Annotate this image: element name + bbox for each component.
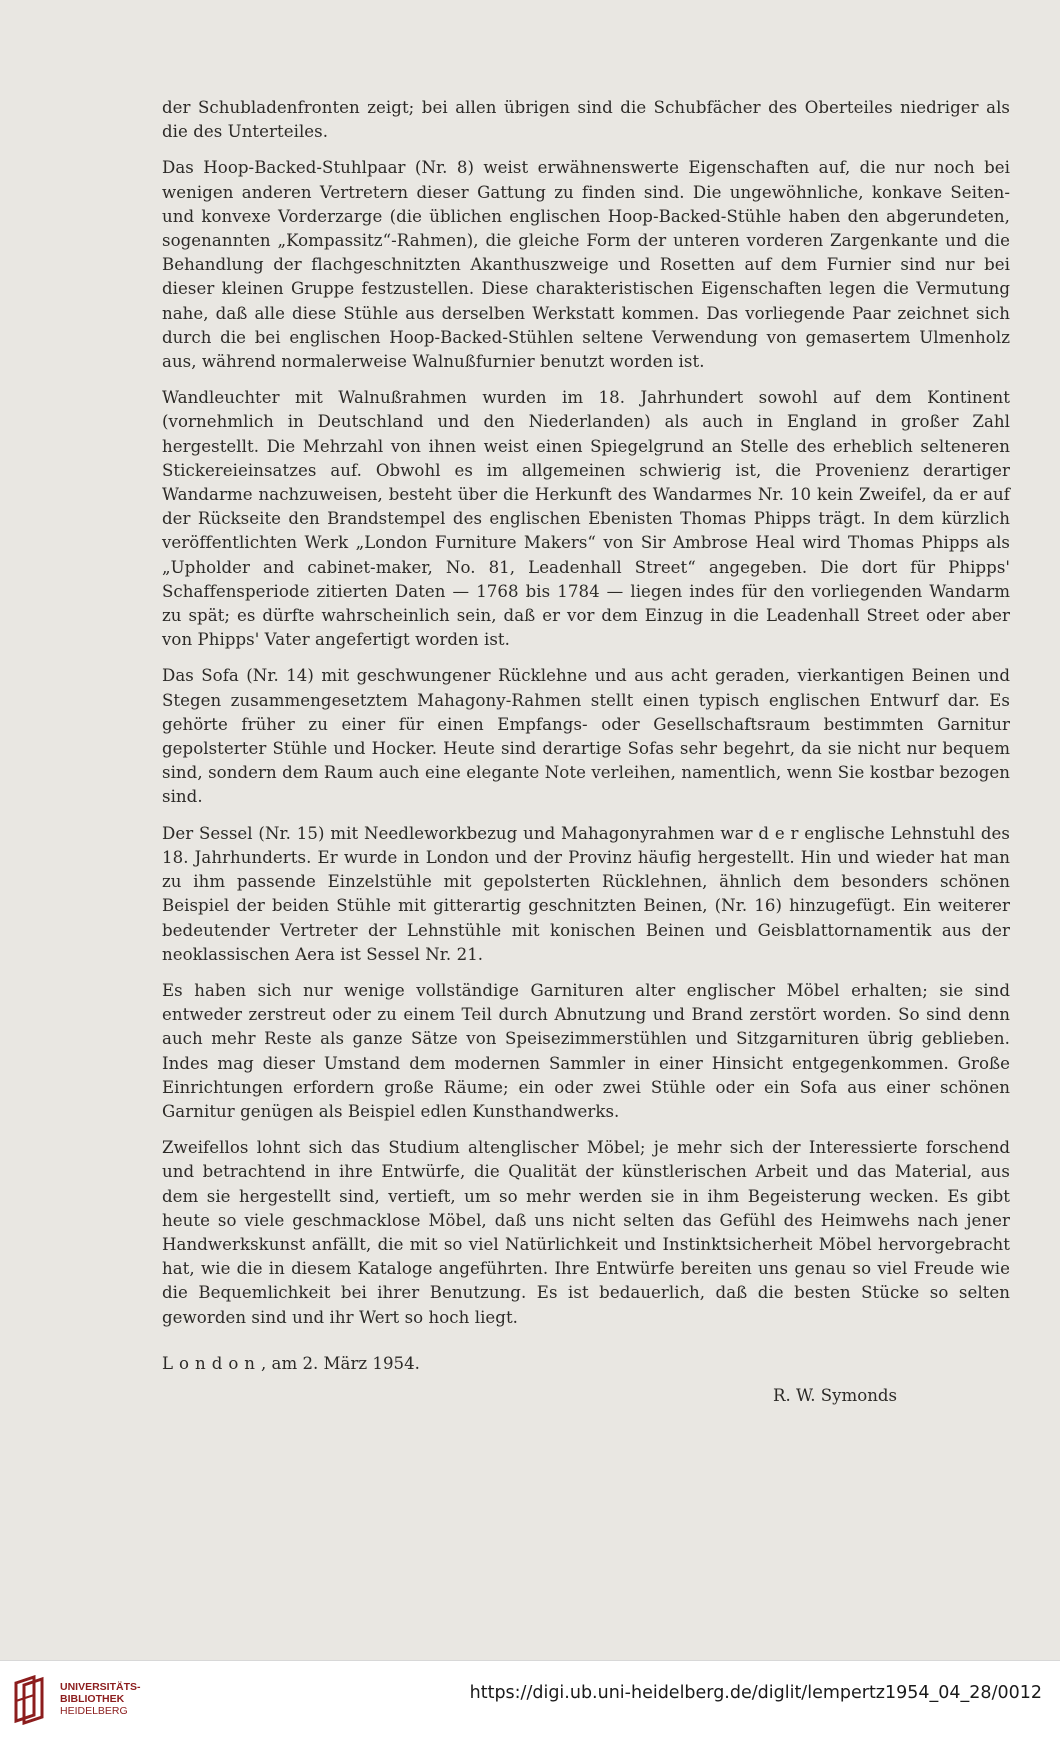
- paragraph-3: Wandleuchter mit Walnußrahmen wurden im 18. Jahrhundert sowohl auf dem Kontinent (vornehmlich in Deutschland und den Niederlanden) als auch in England in großer Zahl hergestellt. Die Mehrzahl von ihnen weist einen Spiegelgrund an Stelle des erheblich selteneren Stickereieinsatzes auf. Obwohl es im allgemeinen schwierig ist, die Provenienz derartiger Wandarme nachzuweisen, besteht über die Herkunft des Wandarmes Nr. 10 kein Zweifel, da er auf der Rückseite den Brandstempel des englischen Ebenisten Thomas Phipps trägt. In dem kürzlich veröffentlichten Werk „London Furniture Makers“ von Sir Ambrose Heal wird Thomas Phipps als „Upholder and cabinet-maker, No. 81, Leadenhall Street“ angegeben. Die dort für Phipps' Schaffensperiode zitierten Daten — 1768 bis 1784 — liegen indes für den vorliegenden Wandarm zu spät; es dürfte wahrscheinlich sein, daß er vor dem Einzug in die Leadenhall Street oder aber von Phipps' Vater angefertigt worden ist.: [162, 388, 1010, 650]
- logo-line-3: HEIDELBERG: [60, 1705, 128, 1717]
- dateline-date: , am 2. März 1954.: [261, 1354, 420, 1373]
- paragraph-5: Der Sessel (Nr. 15) mit Needleworkbezug und Mahagonyrahmen war d e r englische Lehnstuhl des 18. Jahrhunderts. Er wurde in London und der Provinz häufig hergestellt. Hin und wieder hat man zu ihm passende Einzelstühle mit gepolsterten Rücklehnen, ähnlich dem besonders schönen Beispiel der beiden Stühle mit gitterartig geschnitzten Beinen, (Nr. 16) hinzugefügt. Ein weiterer bedeutender Vertreter der Lehnstühle mit konischen Beinen und Geisblattornamentik aus der neoklassischen Aera ist Sessel Nr. 21.: [162, 823, 1010, 964]
- paragraph-4: Das Sofa (Nr. 14) mit geschwungener Rücklehne und aus acht geraden, vierkantigen Beinen und Stegen zusammengesetztem Mahagony-Rahmen stellt einen typisch englischen Entwurf dar. Es gehörte früher zu einer für einen Empfangs- oder Gesellschaftsraum bestimmten Garnitur gepolsterter Stühle und Hocker. Heute sind derartige Sofas sehr begehrt, da sie nicht nur bequem sind, sondern dem Raum auch eine elegante Note verleihen, namentlich, wenn Sie kostbar bezogen sind.: [162, 666, 1010, 807]
- dateline: [162, 1352, 420, 1376]
- library-logo-text: [60, 1681, 141, 1717]
- paragraph-2: Das Hoop-Backed-Stuhlpaar (Nr. 8) weist erwähnenswerte Eigenschaften auf, die nur noch bei wenigen anderen Vertretern dieser Gattung zu finden sind. Die ungewöhnliche, konkave Seiten- und konvexe Vorderzarge (die üblichen englischen Hoop-Backed-Stühle haben den abgerundeten, sogenannten „Kompassitz“-Rahmen), die gleiche Form der unteren vorderen Zargenkante und die Behandlung der flachgeschnitzten Akanthuszweige und Rosetten auf dem Furnier sind nur bei dieser kleinen Gruppe festzustellen. Diese charakteristischen Eigenschaften legen die Vermutung nahe, daß alle diese Stühle aus derselben Werkstatt kommen. Das vorliegende Paar zeichnet sich durch die bei englischen Hoop-Backed-Stühlen seltene Verwendung von gemasertem Ulmenholz aus, während normalerweise Walnußfurnier benutzt worden ist.: [162, 158, 1010, 372]
- logo-line-1: UNIVERSITÄTS-: [60, 1681, 141, 1693]
- logo-line-2: BIBLIOTHEK: [60, 1693, 125, 1705]
- paragraph-1: der Schubladenfronten zeigt; bei allen übrigen sind die Schubfächer des Oberteiles niedriger als die des Unterteiles.: [162, 98, 1010, 142]
- dateline-city: London: [162, 1354, 261, 1373]
- paragraph-6: Es haben sich nur wenige vollständige Garnituren alter englischer Möbel erhalten; sie sind entweder zerstreut oder zu einem Teil durch Abnutzung und Brand zerstört worden. So sind denn auch mehr Reste als ganze Sätze von Speisezimmerstühlen und Sitzgarnituren übrig geblieben. Indes mag dieser Umstand dem modernen Sammler in einer Hinsicht entgegenkommen. Große Einrichtungen erfordern große Räume; ein oder zwei Stühle oder ein Sofa aus einer schönen Garnitur genügen als Beispiel edlen Kunsthandwerks.: [162, 980, 1010, 1121]
- permalink-url[interactable]: https://digi.ub.uni-heidelberg.de/diglit/lempertz1954_04_28/0012: [469, 1683, 1042, 1703]
- signature: R. W. Symonds: [773, 1386, 898, 1405]
- library-logo[interactable]: [10, 1673, 141, 1727]
- library-logo-icon: [10, 1675, 50, 1725]
- paragraph-7: Zweifellos lohnt sich das Studium altenglischer Möbel; je mehr sich der Interessierte forschend und betrachtend in ihre Entwürfe, die Qualität der künstlerischen Arbeit und das Material, aus dem sie hergestellt sind, vertieft, um so mehr werden sie in ihm Begeisterung wecken. Es gibt heute so viele geschmacklose Möbel, daß uns nicht selten das Gefühl des Heimwehs nach jener Handwerkskunst anfällt, die mit so viel Natürlichkeit und Instinktsicherheit Möbel hervorgebracht hat, wie die in diesem Kataloge angeführten. Ihre Entwürfe bereiten uns genau so viel Freude wie die Bequemlichkeit bei ihrer Benutzung. Es ist bedauerlich, daß die besten Stücke so selten geworden sind und ihr Wert so hoch liegt.: [162, 1138, 1010, 1327]
- footer-bar: [0, 1660, 1060, 1739]
- body-text: [162, 96, 1010, 1342]
